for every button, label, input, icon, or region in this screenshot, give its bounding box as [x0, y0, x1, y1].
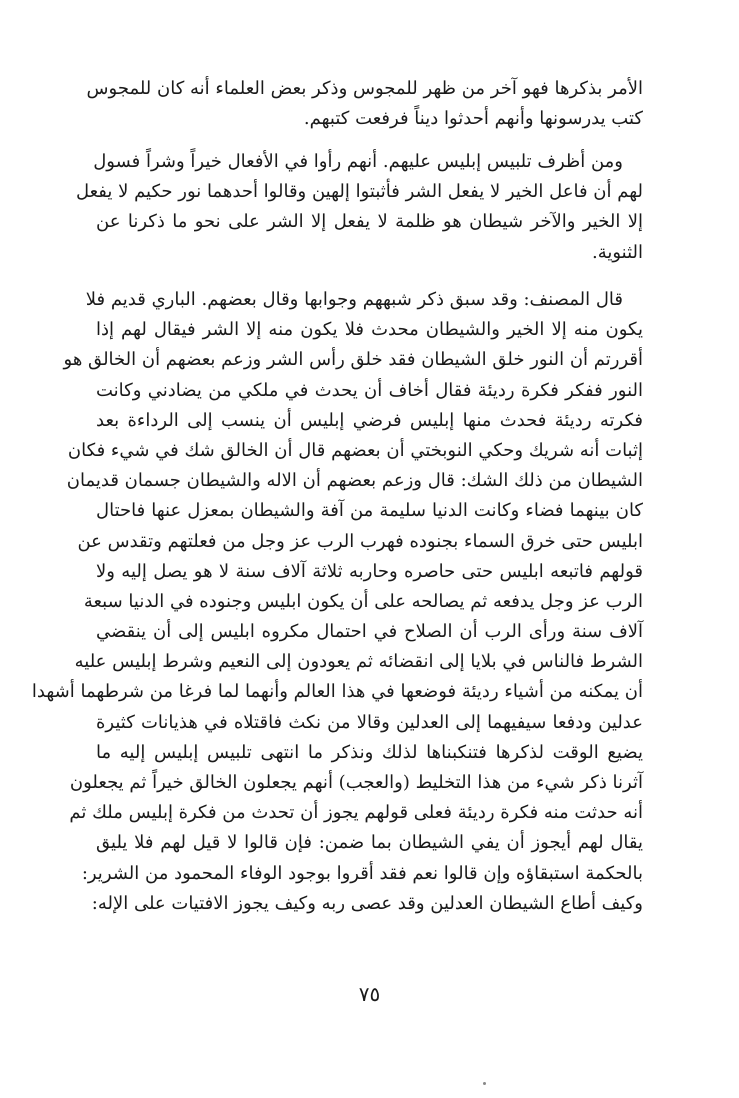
text-line: وكيف أطاع الشيطان العدلين وقد عصى ربه وكيف يجوز الافتيات على الإله: — [91, 892, 643, 914]
text-line: الشيطان من ذلك الشك: قال وزعم بعضهم أن الاله والشيطان جسمان قديمان — [66, 470, 643, 492]
text-line: ومن أظرف تلبيس إبليس عليهم. أنهم رأوا في الأفعال خيراً وشراً فسول — [93, 151, 623, 172]
text-line: الأمر بذكرها فهو آخر من ظهر للمجوس وذكر بعض العلماء أنه كان للمجوس — [86, 78, 643, 99]
text-line: الشرط فالناس في بلايا إلى انقضائه ثم يعودون إلى النعيم وشرط إبليس عليه — [74, 651, 643, 673]
text-line: إلا الخير والآخر شيطان هو ظلمة لا يفعل إلا الشر على نحو ما ذكرنا عن — [96, 211, 643, 233]
paragraph-2 — [75, 147, 643, 268]
text-line: بالحكمة استبقاؤه وإن قالوا نعم فقد أقروا بوجود الوفاء المحمود من الشرير: — [81, 862, 643, 884]
text-line: قولهم فاتبعه ابليس حتى حاصره وحاربه ثلاثة آلاف سنة لا هو يصل إليه ولا — [96, 560, 643, 582]
text-line: قال المصنف: وقد سبق ذكر شبههم وجوابها وقال بعضهم. الباري قديم فلا — [85, 289, 623, 310]
text-line: لهم أن فاعل الخير لا يفعل الشر فأثبتوا إلهين وقالوا أحدهما نور حكيم لا يفعل — [75, 181, 643, 203]
text-line: أن يمكنه من أشياء رديئة فوضعها في هذا العالم وأنهما لما فرغا من شرطهما أشهدا — [31, 681, 643, 703]
text-line: عدلين ودفعا سيفيهما إلى العدلين وقالا من نكث فاقتلاه في هذيانات كثيرة — [96, 711, 643, 733]
text-line: يقال لهم أيجوز أن يفي الشيطان بما ضمن: فإن قالوا لا قيل لهم فلا يليق — [96, 832, 643, 854]
page-number: ٧٥ — [358, 982, 381, 1006]
text-line: إثبات أنه شريك وحكي النوبختي أن بعضهم قال أن الخالق شك في شيء فكان — [67, 439, 643, 461]
text-line: ابليس حتى خرق السماء بجنوده فهرب الرب عز وجل من فعلتهم وتقدس عن — [77, 530, 643, 552]
text-line: أنه حدثت منه فكرة رديئة فعلى قولهم يجوز أن تحدث من فكرة إبليس ملك ثم — [69, 802, 643, 824]
text-line: أقررتم أن النور خلق الشيطان فقد خلق رأس الشر وزعم بعضهم أن الخالق هو — [63, 349, 643, 371]
text-line: كتب يدرسونها وأنهم أحدثوا ديناً فرفعت كتبهم. — [303, 108, 643, 130]
text-line: آثرنا ذكر شيء من هذا التخليط (والعجب) أنهم يجعلون الخالق خيراً ثم يجعلون — [69, 772, 643, 793]
paragraph-3 — [31, 285, 643, 919]
text-line: يضيع الوقت لذكرها فتنكبناها لذلك ونذكر ما انتهى تلبيس إبليس إليه ما — [96, 741, 643, 763]
text-line: الثنوية. — [591, 241, 643, 263]
scan-speck — [483, 1082, 486, 1085]
text-line: النور ففكر فكرة رديئة فقال أخاف أن يحدث في ملكي من يضادني وكانت — [96, 379, 643, 401]
text-line: يكون منه إلا الخير والشيطان محدث فلا يكون منه إلا الشر فيقال لهم إذا — [96, 319, 643, 341]
text-line: آلاف سنة ورأى الرب أن الصلاح في احتمال مكروه ابليس إلى أن ينقضي — [96, 621, 643, 643]
paragraph-1 — [86, 74, 643, 134]
text-line: الرب عز وجل يدفعه ثم يصالحه على أن يكون ابليس وجنوده في الدنيا سبعة — [83, 590, 643, 612]
text-line: فكرته رديئة فحدث منها إبليس فرضي إبليس أن ينسب إلى الرداءة بعد — [96, 409, 643, 431]
text-line: كان بينهما فضاء وكانت الدنيا سليمة من آفة والشيطان بمعزل عنها فاحتال — [96, 500, 643, 522]
